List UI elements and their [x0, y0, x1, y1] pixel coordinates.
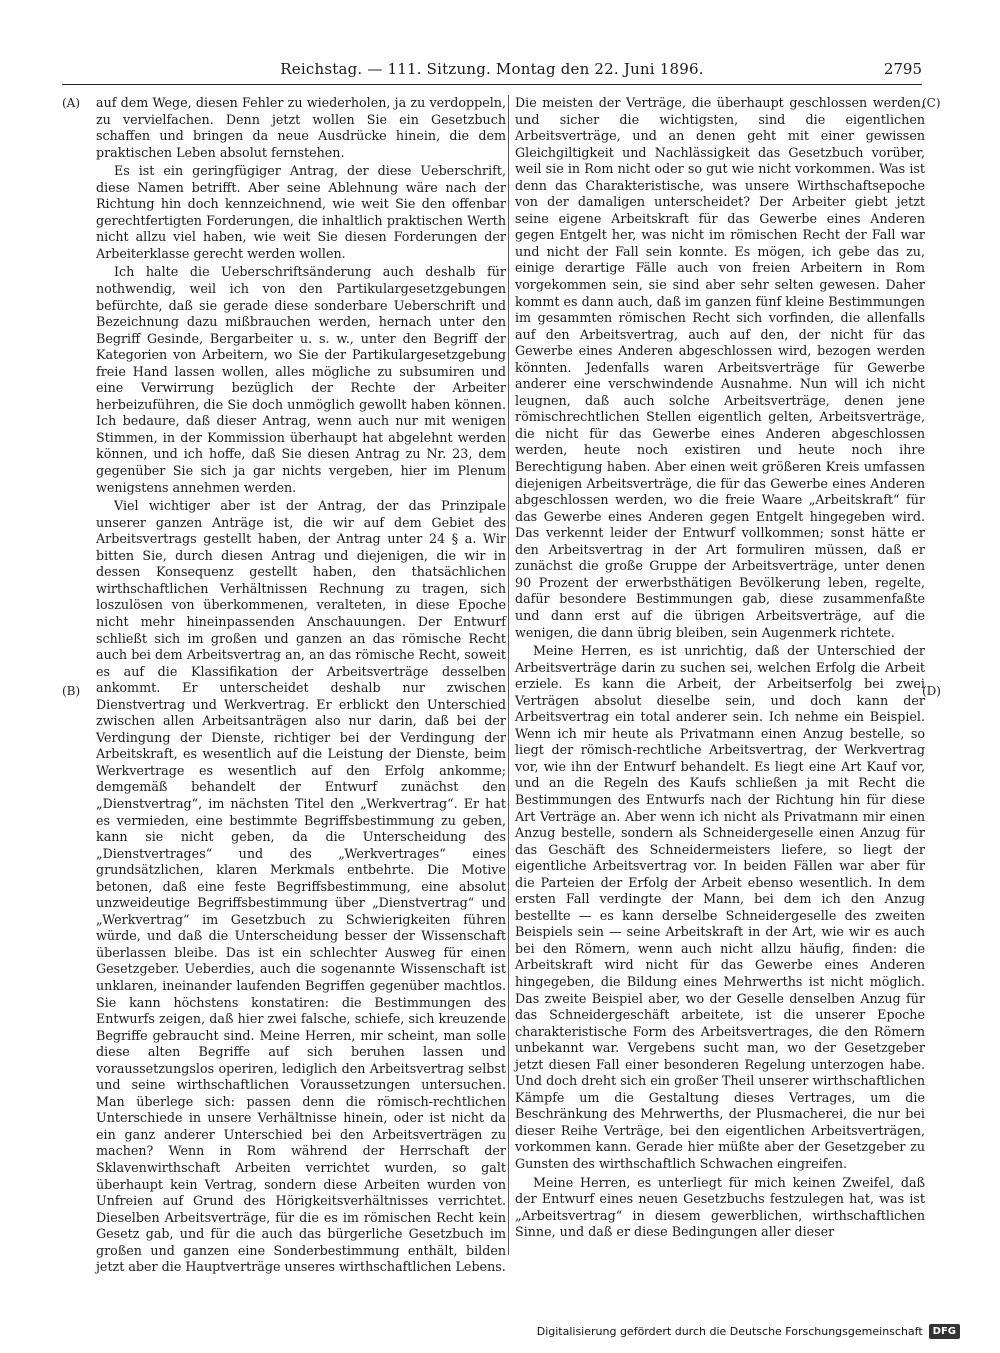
paragraph: auf dem Wege, diesen Fehler zu wiederholen, ja zu verdoppeln, zu vervielfachen. Denn jetzt wollen Sie ein Gesetzbuch schaffen und bringen da neue Ausdrücke hinein, die dem praktischen Leben absolut fernstehen.	[96, 95, 506, 160]
footer-credit: Digitalisierung gefördert durch die Deutsche Forschungsgemeinschaft	[536, 1325, 923, 1338]
margin-marker-a: (A)	[62, 96, 81, 110]
margin-marker-c: (C)	[922, 96, 941, 110]
page-number: 2795	[883, 60, 922, 78]
paragraph: Meine Herren, es unterliegt für mich keinen Zweifel, daß der Entwurf eines neuen Gesetzbuchs festzulegen hat, was ist „Arbeitsvertrag“ in diesem gewerblichen, wirthschaftlichen Sinne, und daß er diese Bedingungen aller dieser	[515, 1174, 925, 1240]
paragraph: Es ist ein geringfügiger Antrag, der diese Ueberschrift, diese Namen betrifft. Aber seine Ablehnung wäre nach der Richtung hin doch kennzeichnend, wie weit Sie den offenbar gerechtfertigten Forderungen, die inhaltlich praktischen Werth nicht allzu viel haben, wie weit Sie diesen Forderungen der Arbeiterklasse gerecht werden wollen.	[96, 163, 506, 261]
paragraph: Viel wichtiger aber ist der Antrag, der das Prinzipale unserer ganzen Anträge ist, die wir auf dem Gebiet des Arbeitsvertrags gestellt haben, der Antrag unter 24 § a. Wir bitten Sie, durch diesen Antrag und diejenigen, die wir in dessen Konsequenz gestellt haben, den thatsächlichen wirthschaftlichen Verhältnissen Rechnung zu tragen, sich loszulösen von überkommenen, veralteten, in diese Epoche nicht mehr hineinpassenden Anschauungen. Der Entwurf schließt sich im großen und ganzen an das römische Recht auch bei dem Arbeitsvertrag an, an das römische Recht, soweit es auf die Klassifikation der Arbeitsverträge desselben ankommt. Er unterscheidet deshalb nur zwischen Dienstvertrag und Werkvertrag. Er erblickt den Unterschied zwischen allen Arbeitsanträgen also nur darin, daß bei der Verdingung der Dienste, richtiger bei der Verdingung der Arbeitskraft, es wesentlich auf die Leistung der Dienste, beim Werkvertrage es wesentlich auf den Erfolg ankomme; demgemäß behandelt der Entwurf zunächst den „Dienstvertrag“, im nächsten Titel den „Werkvertrag“. Er hat es vermieden, eine bestimmte Begriffsbestimmung zu geben, kann sie nicht geben, da die Unterscheidung des „Dienstvertrages“ und des „Werkvertrages“ eines grundsätzlichen, klaren Merkmals entbehrte. Die Motive betonen, daß eine feste Begriffsbestimmung, eine absolut unzweideutige Begriffsbestimmung über „Dienstvertrag“ und „Werkvertrag“ im Gesetzbuch zu Schwierigkeiten führen würde, und daß die Unterscheidung besser der Wissenschaft überlassen bleibe. Das ist ein schlechter Ausweg für einen Gesetzgeber. Ueberdies, auch die sogenannte Wissenschaft ist unklaren, ineinander laufenden Begriffen gegenüber machtlos. Sie kann höchstens konstatiren: die Bestimmungen des Entwurfs zeigen, daß hier zwei falsche, schiefe, sich kreuzende Begriffe gebraucht sind. Meine Herren, mir scheint, man solle diese alten Begriffe auf sich beruhen lassen und voraussetzungslos operiren, lediglich den Arbeitsvertrag selbst und seine wirthschaftlichen Voraussetzungen untersuchen. Man überlege sich: passen denn die römisch-rechtlichen Unterschiede in unsere Verhältnisse hinein, oder ist nicht da ein ganz anderer Unterschied bei den Arbeitsverträgen zu machen? Wenn in Rom während der Herrschaft der Sklavenwirthschaft Arbeiten verrichtet wurden, so galt überhaupt kein Vertrag, sondern diese Arbeiten wurden von Unfreien auf Grund des Hörigkeitsverhältnisses verrichtet. Dieselben Arbeitsverträge, für die es im römischen Recht kein Gesetz gab, und für die auch das bürgerliche Gesetzbuch im großen und ganzen eine Sonderbestimmung enthält, bilden jetzt aber die Hauptverträge unseres wirthschaftlichen Lebens.	[96, 498, 506, 1275]
left-column	[96, 95, 506, 1275]
margin-marker-d: (D)	[922, 684, 941, 698]
footer	[537, 1324, 960, 1339]
paragraph: Die meisten der Verträge, die überhaupt geschlossen werden, und sicher die wichtigsten, sind die eigentlichen Arbeitsverträge, und an denen geht mit einer gewissen Gleichgiltigkeit und Nachlässigkeit das Gesetzbuch vorüber, weil sie in Rom nicht oder so gut wie nicht vorkommen. Was ist denn das Charakteristische, was unsere Wirthschaftsepoche von der damaligen unterscheidet? Der Arbeiter giebt jetzt seine eigene Arbeitskraft für das Gewerbe eines Anderen gegen Entgelt her, was nicht im römischen Recht der Fall war und nicht der Fall sein konnte. Es mögen, ich gebe das zu, einige derartige Fälle auch von freien Arbeitern in Rom vorgekommen sein, sie sind aber sehr selten gewesen. Daher kommt es dann auch, daß im ganzen fünf kleine Bestimmungen im gesammten römischen Recht sich vorfinden, die allenfalls auf den Arbeitsvertrag, auch auf den, der nicht für das Gewerbe eines Anderen abgeschlossen wird, bezogen werden könnten. Jedenfalls waren Arbeitsverträge für Gewerbe anderer eine verschwindende Ausnahme. Nun will ich nicht leugnen, daß auch solche Arbeitsverträge, denen jene römischrechtlichen Stellen eigentlich gelten, Arbeitsverträge, die nicht für das Gewerbe eines Anderen abgeschlossen werden, heute noch existiren und heute noch ihre Berechtigung haben. Aber einen weit größeren Kreis umfassen diejenigen Arbeitsverträge, die für das Gewerbe eines Anderen abgeschlossen werden, wo die freie Waare „Arbeitskraft“ für das Gewerbe eines Anderen gegen Entgelt hingegeben wird. Das verkennt leider der Entwurf vollkommen; sonst hätte er den Arbeitsvertrag in der Art formuliren müssen, daß er zunächst die große Gruppe der Arbeitsverträge, unter denen 90 Prozent der erwerbsthätigen Bevölkerung leben, regelte, dafür besondere Bestimmungen gab, diese zusammenfaßte und dann erst auf die übrigen Arbeitsverträge, auf die wenigen, die dann übrig bleiben, sein Augenmerk richtete.	[515, 95, 925, 640]
paragraph: Meine Herren, es ist unrichtig, daß der Unterschied der Arbeitsverträge darin zu suchen sei, welchen Erfolg die Arbeit erziele. Es kann die Arbeit, der Arbeitserfolg bei zwei Verträgen absolut dieselbe sein, und doch kann der Arbeitsvertrag ein total anderer sein. Ich nehme ein Beispiel. Wenn ich mir heute als Privatmann einen Anzug bestelle, so liegt der römisch-rechtliche Arbeitsvertrag, der Werkvertrag vor, wie ihn der Entwurf behandelt. Es liegt eine Art Kauf vor, und an die Regeln des Kaufs schließen ja mit Recht die Bestimmungen des Entwurfs nach der Richtung hin für diese Art Verträge an. Aber wenn ich nicht als Privatmann mir einen Anzug bestelle, sondern als Schneidergeselle einen Anzug für das Geschäft des Schneidermeisters liefere, so liegt der eigentliche Arbeitsvertrag vor. In beiden Fällen war aber für die Parteien der Erfolg der Arbeit ebenso wesentlich. In dem ersten Fall verdingte der Mann, bei dem ich den Anzug bestellte — es kann derselbe Schneidergeselle des zweiten Beispiels sein — seine Arbeitskraft in der Art, wie wir es auch bei den Römern, wenn auch nicht allzu häufig, finden: die Arbeitskraft wird nicht für das Gewerbe eines Anderen hingegeben, die Bildung eines Mehrwerths ist nicht möglich. Das zweite Beispiel aber, wo der Geselle denselben Anzug für das Schneidergeschäft arbeitete, ist die unserer Epoche charakteristische Form des Arbeitsvertrages, die den Römern unbekannt war. Vergebens sucht man, wo der Gesetzgeber jetzt diesen Fall einer besonderen Regelung unterzogen habe. Und doch dreht sich ein großer Theil unserer wirthschaftlichen Kämpfe um die Gestaltung dieses Vertrages, um die Beschränkung des Mehrwerths, der Plusmacherei, die nur bei dieser Reihe Verträge, bei den eigentlichen Arbeitsverträgen, vorkommen kann. Gerade hier müßte aber der Gesetzgeber zu Gunsten des wirthschaftlich Schwachen eingreifen.	[515, 643, 925, 1171]
dfg-logo-icon: DFG	[929, 1324, 960, 1339]
running-title: Reichstag. — 111. Sitzung. Montag den 22. Juni 1896.	[280, 60, 704, 78]
margin-marker-b: (B)	[62, 684, 81, 698]
paragraph: Ich halte die Ueberschriftsänderung auch deshalb für nothwendig, weil ich von den Partikulargesetzgebungen befürchte, daß sie gerade diese sonderbare Ueberschrift und Bezeichnung dazu mißbrauchen werden, hernach unter den Begriff Gesinde, Bergarbeiter u. s. w., unter den Begriff der Kategorien von Arbeitern, wo Sie der Partikulargesetzgebung freie Hand lassen wollen, alles mögliche zu subsumiren und eine Verwirrung bezüglich der Rechte der Arbeiter herbeizuführen, die Sie doch unmöglich gewollt haben können. Ich bedaure, daß dieser Antrag, wenn auch nur mit wenigen Stimmen, in der Kommission überhaupt hat abgelehnt werden können, und ich hoffe, daß Sie diesen Antrag zu Nr. 23, dem gegenüber Sie sich ja gar nichts vergeben, hier im Plenum wenigstens annehmen werden.	[96, 264, 506, 495]
page-header	[62, 58, 922, 85]
column-divider	[508, 95, 509, 1255]
right-column	[515, 95, 925, 1255]
